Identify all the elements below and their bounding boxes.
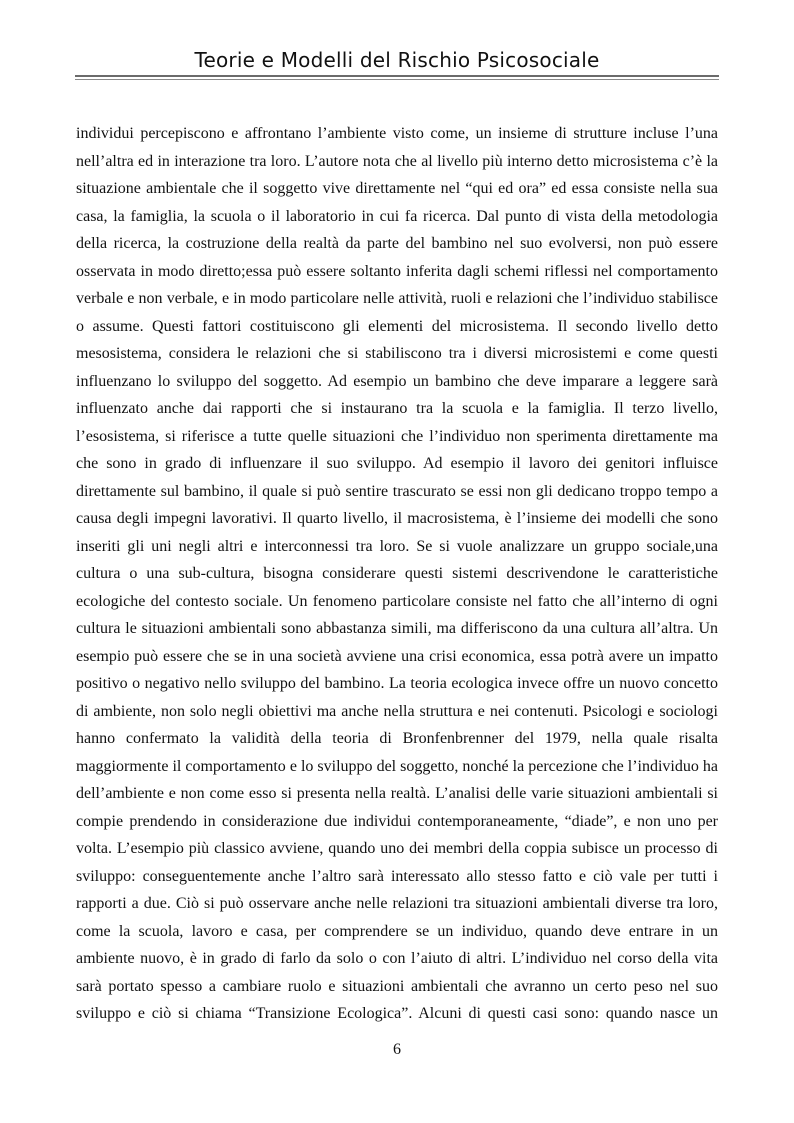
text-line: positivo o negativo nello sviluppo del bambino. La teoria ecologica invece offre un nuovo concetto: [76, 675, 718, 692]
text-line: l’esosistema, si riferisce a tutte quelle situazioni che l’individuo non sperimenta direttamente ma: [76, 427, 718, 445]
text-line: ambiente nuovo, è in grado di farlo da solo o con l’aiuto di altri. L’individuo nel corso della vita: [76, 950, 718, 967]
text-line: cultura le situazioni ambientali sono abbastanza simili, ma differiscono da una cultura all’altra. Un: [76, 620, 718, 637]
text-line: sarà portato spesso a cambiare ruolo e situazioni ambientali che avranno un certo peso nel suo: [76, 977, 718, 995]
text-line: dell’ambiente e non come esso si presenta nella realtà. L’analisi delle varie situazioni ambientali si: [76, 785, 718, 802]
text-line: causa degli impegni lavorativi. Il quarto livello, il macrosistema, è l’insieme dei modelli che sono: [76, 510, 718, 527]
text-line: sviluppo e ciò si chiama “Transizione Ecologica”. Alcuni di questi casi sono: quando nasce un: [76, 1005, 718, 1022]
text-line: influenzano lo sviluppo del soggetto. Ad esempio un bambino che deve imparare a leggere sarà: [76, 372, 718, 390]
text-line: o assume. Questi fattori costituiscono gli elementi del microsistema. Il secondo livello detto: [76, 317, 718, 335]
text-line: mesosistema, considera le relazioni che si stabiliscono tra i diversi microsistemi e come questi: [76, 345, 718, 362]
body-paragraph: [76, 120, 718, 1028]
header-rule-thick: [75, 75, 719, 77]
text-line: che sono in grado di influenzare il suo sviluppo. Ad esempio il lavoro dei genitori influisce: [76, 455, 718, 472]
text-line: come la scuola, lavoro e casa, per comprendere se un individuo, quando deve entrare in un: [76, 922, 718, 940]
text-line: situazione ambientale che il soggetto vive direttamente nel “qui ed ora” ed essa consiste nella sua: [76, 180, 718, 197]
text-line: sviluppo: conseguentemente anche l’altro sarà interessato allo stesso fatto e ciò vale per tutti i: [76, 867, 718, 885]
text-line: della ricerca, la costruzione della realtà da parte del bambino nel suo evolversi, non può essere: [76, 235, 718, 252]
text-line: esempio può essere che se in una società avviene una crisi economica, essa potrà avere un impatto: [76, 647, 718, 665]
text-line: di ambiente, non solo negli obiettivi ma anche nella struttura e nei contenuti. Psicologi e sociologi: [76, 702, 718, 720]
text-line: osservata in modo diretto;essa può essere soltanto inferita dagli schemi riflessi nel comportamento: [76, 262, 718, 280]
page-number: 6: [393, 1041, 401, 1058]
text-line: compie prendendo in considerazione due individui contemporaneamente, “diade”, e non uno per: [76, 812, 718, 830]
text-line: hanno confermato la validità della teoria di Bronfenbrenner del 1979, nella quale risalta: [76, 730, 718, 747]
text-line: inseriti gli uni negli altri e interconnessi tra loro. Se si vuole analizzare un gruppo sociale,una: [76, 537, 718, 555]
text-line: rapporti a due. Ciò si può osservare anche nelle relazioni tra situazioni ambientali diverse tra loro,: [76, 895, 718, 912]
text-line: influenzato anche dai rapporti che si instaurano tra la scuola e la famiglia. Il terzo livello,: [76, 400, 718, 417]
text-line: casa, la famiglia, la scuola o il laboratorio in cui fa ricerca. Dal punto di vista della metodologia: [76, 207, 718, 225]
text-line: direttamente sul bambino, il quale si può sentire trascurato se essi non gli dedicano troppo tempo a: [76, 482, 718, 500]
text-line: nell’altra ed in interazione tra loro. L’autore nota che al livello più interno detto microsistema c’è la: [76, 152, 718, 170]
text-line: volta. L’esempio più classico avviene, quando uno dei membri della coppia subisce un processo di: [76, 840, 718, 857]
running-header-title: Teorie e Modelli del Rischio Psicosociale: [194, 48, 600, 72]
text-line: verbale e non verbale, e in modo particolare nelle attività, ruoli e relazioni che l’individuo stabilisce: [76, 290, 718, 307]
header-rule-thin: [75, 79, 719, 80]
text-line: individui percepiscono e affrontano l’ambiente visto come, un insieme di strutture incluse l’una: [76, 125, 718, 142]
text-line: cultura o una sub-cultura, bisogna considerare questi sistemi descrivendone le caratteristiche: [76, 565, 718, 582]
text-line: ecologiche del contesto sociale. Un fenomeno particolare consiste nel fatto che all’interno di ogni: [76, 592, 718, 610]
text-line: maggiormente il comportamento e lo sviluppo del soggetto, nonché la percezione che l’individuo ha: [76, 757, 718, 775]
